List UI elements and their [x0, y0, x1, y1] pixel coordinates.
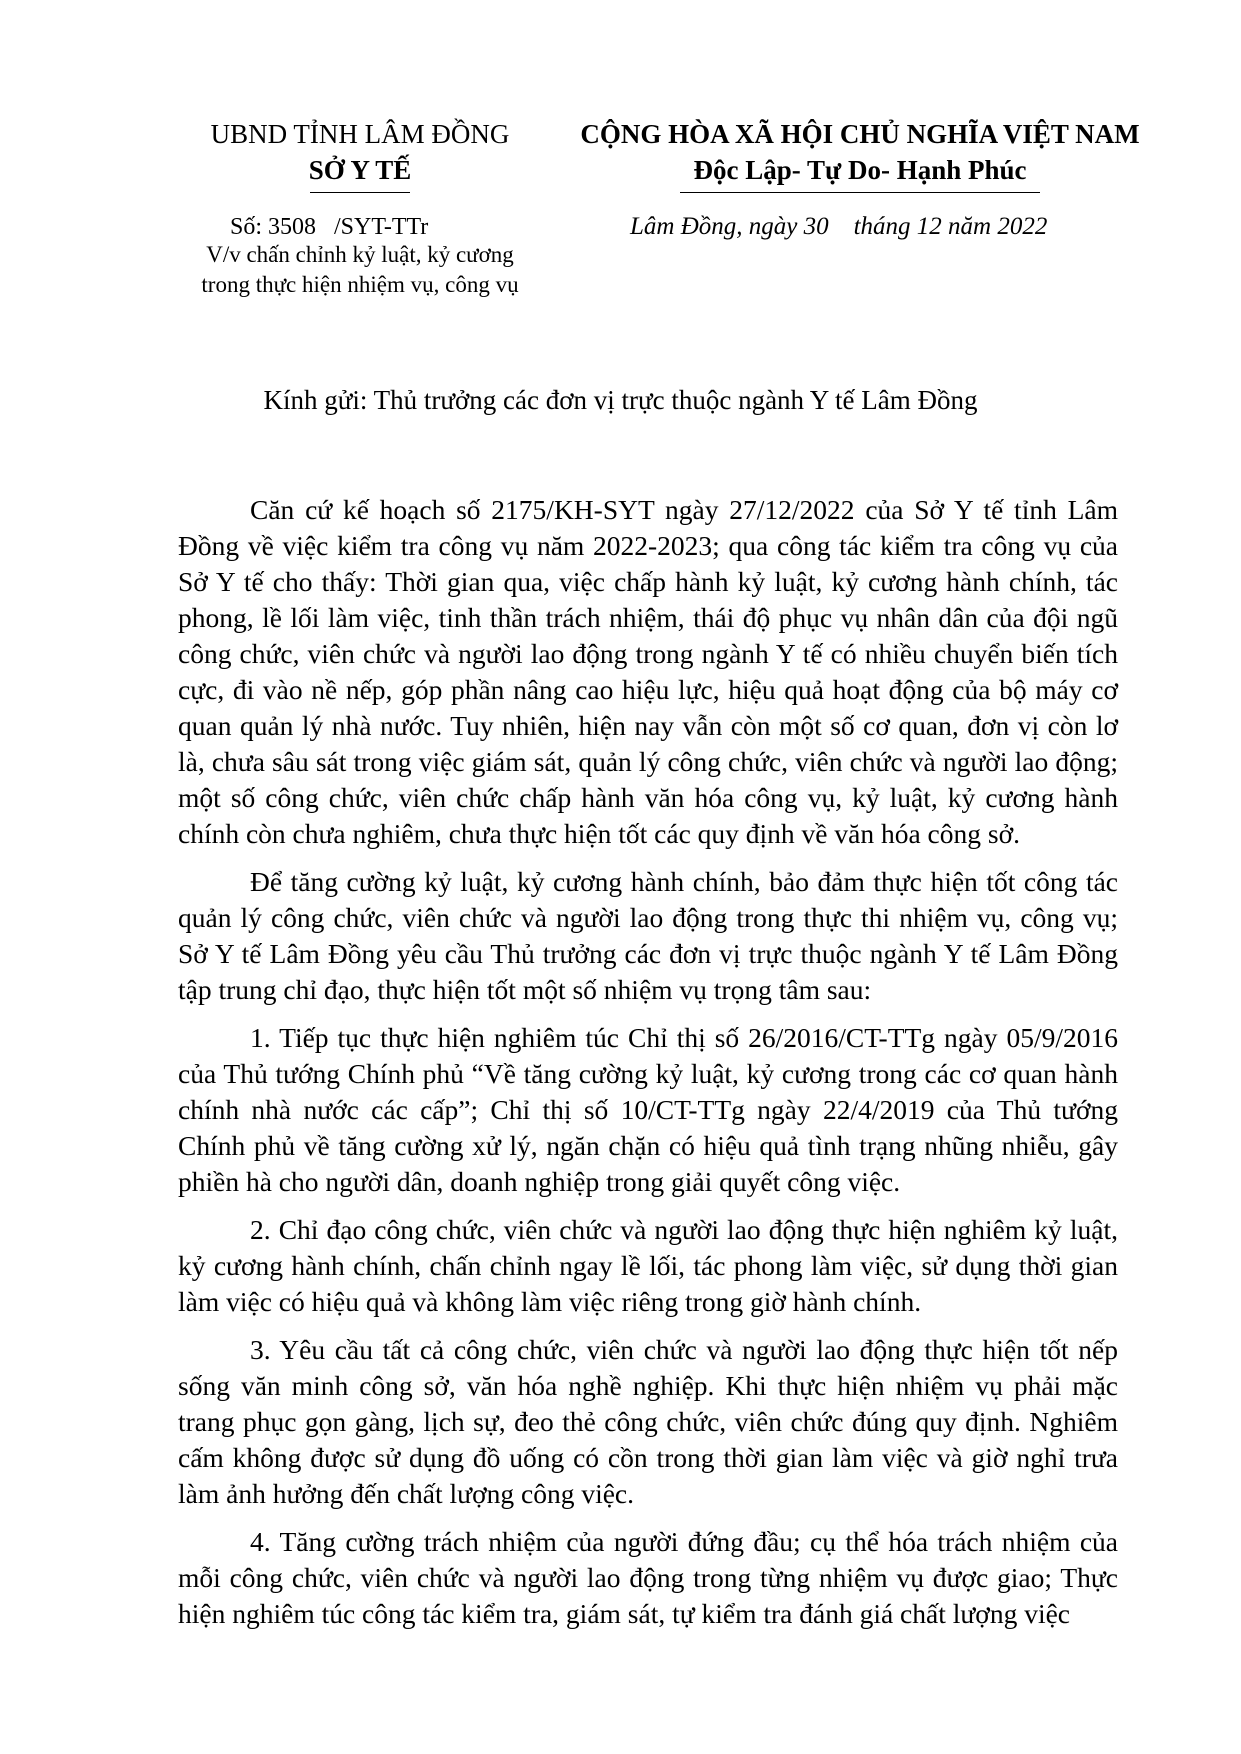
body-paragraph: 1. Tiếp tục thực hiện nghiêm túc Chỉ thị số 26/2016/CT-TTg ngày 05/9/2016 của Thủ tướng Chính phủ “Về tăng cường kỷ luật, kỷ cương trong các cơ quan hành chính nhà nước các cấp”; Chỉ thị số 10/CT-TTg ngày 22/4/2019 của Thủ tướng Chính phủ về tăng cường xử lý, ngăn chặn có hiệu quả tình trạng nhũng nhiễu, gây phiền hà cho người dân, doanh nghiệp trong giải quyết công việc.: [178, 1022, 1118, 1197]
body-paragraph: 2. Chỉ đạo công chức, viên chức và người lao động thực hiện nghiêm kỷ luật, kỷ cương hành chính, chấn chỉnh ngay lề lối, tác phong làm việc, sử dụng thời gian làm việc có hiệu quả và không làm việc riêng trong giờ hành chính.: [178, 1214, 1118, 1317]
body-paragraph: 4. Tăng cường trách nhiệm của người đứng đầu; cụ thể hóa trách nhiệm của mỗi công chức, viên chức và người lao động trong từng nhiệm vụ được giao; Thực hiện nghiêm túc công tác kiểm tra, giám sát, tự kiểm tra đánh giá chất lượng việc: [178, 1526, 1118, 1629]
document-subject: [180, 240, 540, 300]
national-motto: Độc Lập- Tự Do- Hạnh Phúc: [693, 155, 1027, 185]
body-paragraph: Căn cứ kế hoạch số 2175/KH-SYT ngày 27/12/2022 của Sở Y tế tỉnh Lâm Đồng về việc kiểm tra công vụ năm 2022-2023; qua công tác kiểm tra công vụ của Sở Y tế cho thấy: Thời gian qua, việc chấp hành kỷ luật, kỷ cương hành chính, tác phong, lề lối làm việc, tinh thần trách nhiệm, thái độ phục vụ nhân dân của đội ngũ công chức, viên chức và người lao động trong ngành Y tế có nhiều chuyển biến tích cực, đi vào nề nếp, góp phần nâng cao hiệu lực, hiệu quả hoạt động của bộ máy cơ quan quản lý nhà nước. Tuy nhiên, hiện nay vẫn còn một số cơ quan, đơn vị còn lơ là, chưa sâu sát trong việc giám sát, quản lý công chức, viên chức và người lao động; một số công chức, viên chức chấp hành văn hóa công vụ, kỷ luật, kỷ cương hành chính còn chưa nghiêm, chưa thực hiện tốt các quy định về văn hóa công sở.: [178, 494, 1118, 849]
subject-line: trong thực hiện nhiệm vụ, công vụ: [201, 272, 519, 297]
document-body: [178, 492, 1118, 1644]
issuer-block: [180, 116, 540, 193]
document-number: Số: 3508 /SYT-TTr: [230, 214, 429, 240]
department-underline: [310, 192, 410, 193]
nation-title: CỘNG HÒA XÃ HỘI CHỦ NGHĨA VIỆT NAM: [580, 119, 1140, 149]
recipient-line: Kính gửi: Thủ trưởng các đơn vị trực thuộc ngành Y tế Lâm Đồng: [263, 385, 978, 415]
department-name: SỞ Y TẾ: [308, 155, 412, 185]
subject-line: V/v chấn chỉnh kỷ luật, kỷ cương: [206, 242, 514, 267]
national-heading: [560, 116, 1160, 193]
motto-underline: [680, 192, 1040, 193]
place-and-date: Lâm Đồng, ngày 30 tháng 12 năm 2022: [630, 213, 1048, 240]
agency-name: UBND TỈNH LÂM ĐỒNG: [210, 119, 510, 149]
body-paragraph: 3. Yêu cầu tất cả công chức, viên chức và người lao động thực hiện tốt nếp sống văn minh công sở, văn hóa nghề nghiệp. Khi thực hiện nhiệm vụ phải mặc trang phục gọn gàng, lịch sự, đeo thẻ công chức, viên chức đúng quy định. Nghiêm cấm không được sử dụng đồ uống có cồn trong thời gian làm việc và giờ nghỉ trưa làm ảnh hưởng đến chất lượng công việc.: [178, 1334, 1118, 1509]
body-paragraph: Để tăng cường kỷ luật, kỷ cương hành chính, bảo đảm thực hiện tốt công tác quản lý công chức, viên chức và người lao động trong thực thi nhiệm vụ, công vụ; Sở Y tế Lâm Đồng yêu cầu Thủ trưởng các đơn vị trực thuộc ngành Y tế Lâm Đồng tập trung chỉ đạo, thực hiện tốt một số nhiệm vụ trọng tâm sau:: [178, 866, 1118, 1005]
